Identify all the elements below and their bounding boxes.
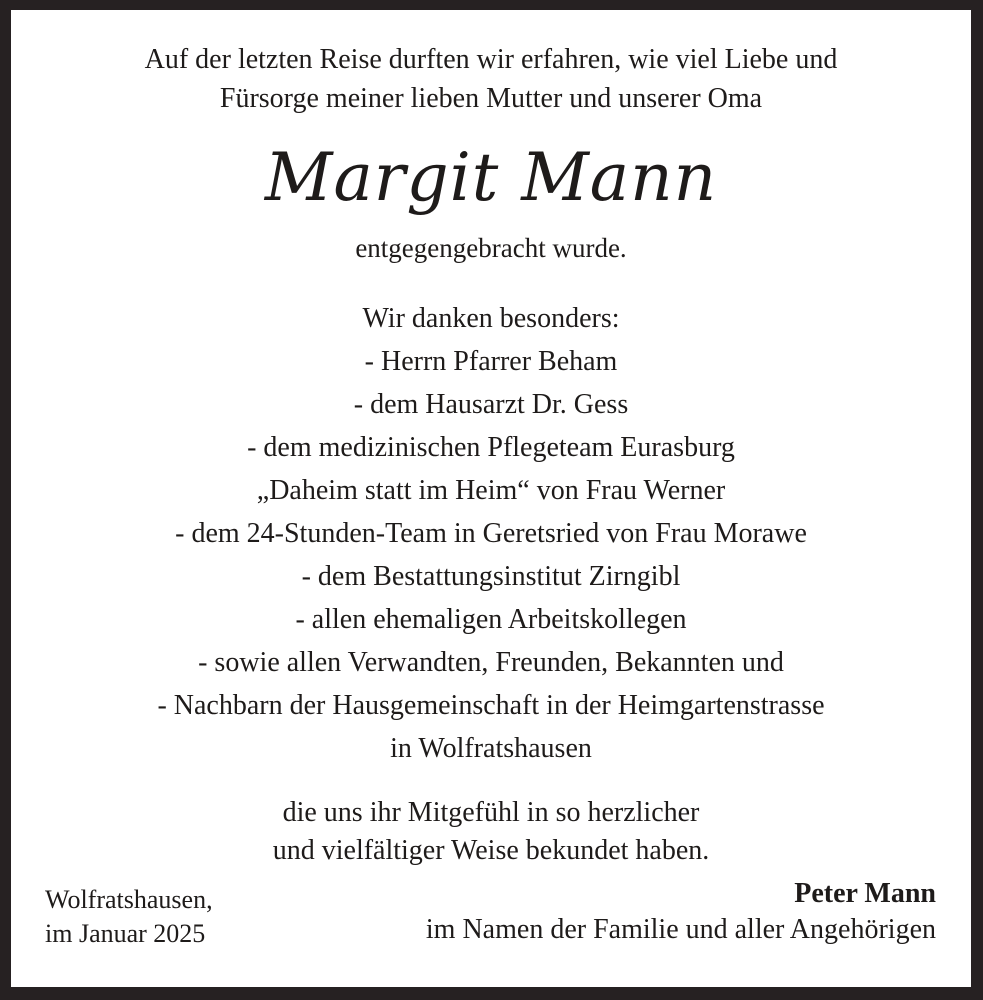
obituary-notice bbox=[11, 10, 971, 987]
thanks-heading: Wir danken besonders: bbox=[362, 303, 620, 334]
thanks-line: - Nachbarn der Hausgemeinschaft in der Heimgartenstrasse bbox=[157, 690, 825, 721]
intro-line-1: Auf der letzten Reise durften wir erfahren, wie viel Liebe und bbox=[144, 44, 838, 75]
thanks-line: in Wolfratshausen bbox=[390, 733, 592, 764]
place-date bbox=[45, 883, 213, 951]
signature-block bbox=[426, 876, 936, 948]
thanks-line: - dem 24-Stunden-Team in Geretsried von Frau Morawe bbox=[175, 518, 807, 549]
footer-row bbox=[11, 878, 971, 951]
thanks-line: - dem Hausarzt Dr. Gess bbox=[353, 389, 629, 420]
deceased-name: Margit Mann bbox=[264, 139, 718, 216]
closing-text bbox=[11, 794, 971, 870]
intro-line-2: Fürsorge meiner lieben Mutter und unserer Oma bbox=[219, 83, 763, 114]
signature-name: Peter Mann bbox=[794, 878, 936, 909]
after-name-text: entgegengebracht wurde. bbox=[355, 233, 627, 263]
closing-line-1: die uns ihr Mitgefühl in so herzlicher bbox=[282, 797, 700, 828]
thanks-line: - dem medizinischen Pflegeteam Eurasburg bbox=[247, 432, 735, 463]
thanks-line: - allen ehemaligen Arbeitskollegen bbox=[295, 604, 687, 635]
thanks-line: - sowie allen Verwandten, Freunden, Bekannten und bbox=[198, 647, 784, 678]
thanks-line: „Daheim statt im Heim“ von Frau Werner bbox=[256, 475, 726, 506]
thanks-line: - Herrn Pfarrer Beham bbox=[364, 346, 618, 377]
thanks-section bbox=[11, 297, 971, 770]
date-line: im Januar 2025 bbox=[45, 919, 206, 948]
thanks-line: - dem Bestattungsinstitut Zirngibl bbox=[301, 561, 681, 592]
place-line: Wolfratshausen, bbox=[45, 885, 213, 914]
thanks-list bbox=[11, 340, 971, 770]
intro-text bbox=[11, 10, 971, 118]
signature-line: im Namen der Familie und aller Angehörigen bbox=[425, 914, 936, 945]
closing-line-2: und vielfältiger Weise bekundet haben. bbox=[272, 835, 710, 866]
